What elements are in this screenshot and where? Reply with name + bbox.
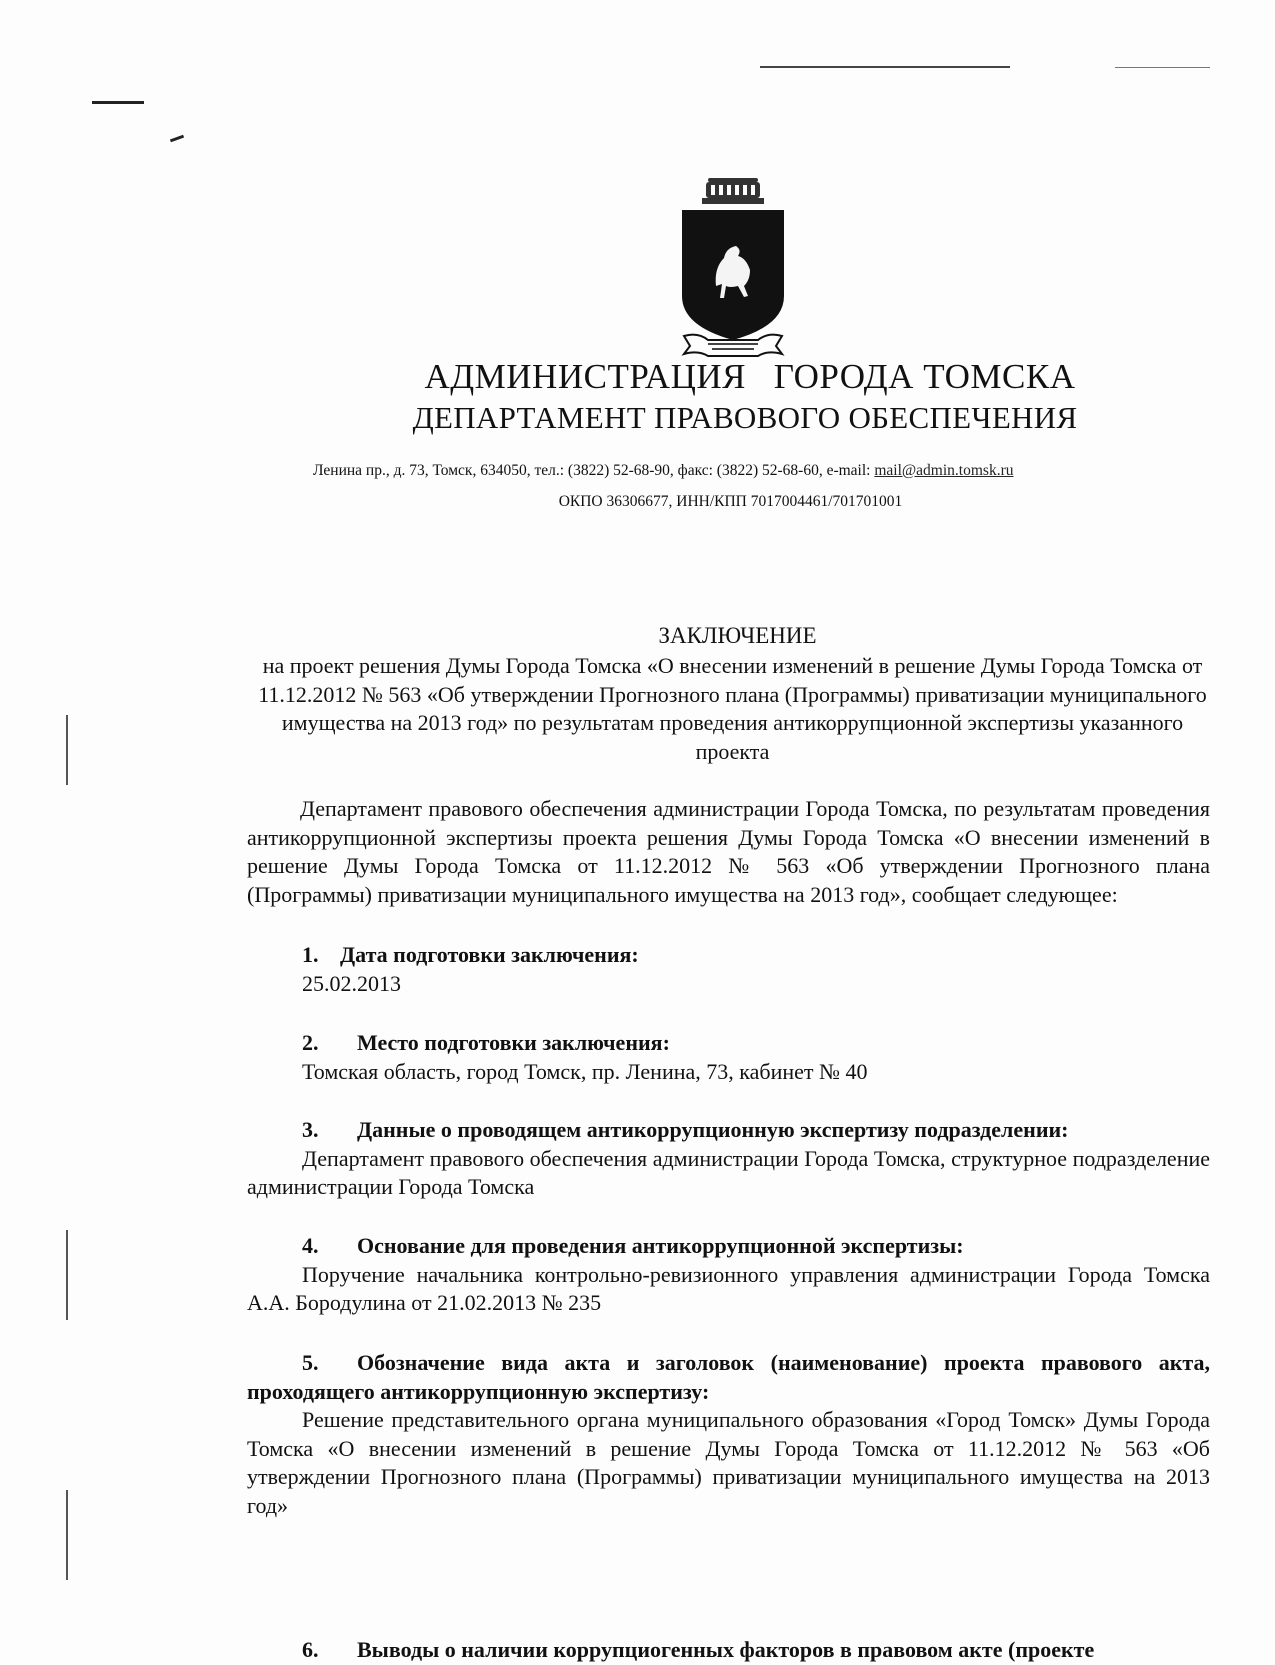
- section-heading-text: Место подготовки заключения:: [357, 1030, 670, 1055]
- section-heading: [247, 1116, 1210, 1145]
- section-text: 25.02.2013: [302, 970, 401, 996]
- section-1: [247, 941, 1210, 998]
- section-2: [247, 1029, 1210, 1086]
- scan-mark: [92, 101, 144, 104]
- section-text: Решение представительного органа муниципального образования «Город Томск» Думы Города Томска «О внесении изменений в решение Думы Города Томска от 11.12.2012 № 563 «Об утверждении Прогнозного плана (Программы) приватизации муниципального имущества на 2013 год»: [247, 1407, 1210, 1518]
- address-text: Ленина пр., д. 73, Томск, 634050, тел.: (3822) 52-68-90, факс: (3822) 52-68-60, e-mail:: [313, 462, 875, 479]
- section-number: 6.: [302, 1637, 319, 1662]
- section-number: 2.: [302, 1030, 319, 1055]
- section-number: 3.: [302, 1117, 319, 1142]
- section-number: 5.: [302, 1350, 319, 1375]
- section-5: [247, 1349, 1210, 1520]
- section-4: [247, 1232, 1210, 1318]
- section-text: Томская область, город Томск, пр. Ленина, 73, кабинет № 40: [302, 1058, 868, 1084]
- section-number: 1.: [302, 942, 319, 967]
- section-heading: [247, 1349, 1210, 1406]
- scan-mark: [1115, 67, 1210, 68]
- intro-paragraph: Департамент правового обеспечения администрации Города Томска, по результатам проведения антикоррупционной экспертизы проекта решения Думы Города Томска «О внесении изменений в решение Думы Города Томска от 11.12.2012 № 563 «Об утверждении Прогнозного плана (Программы) приватизации муниципального имущества на 2013 год», сообщает следующее:: [247, 796, 1210, 907]
- section-3: [247, 1116, 1210, 1202]
- scan-mark: [66, 715, 68, 785]
- section-heading-text: Дата подготовки заключения:: [340, 942, 639, 967]
- section-heading-text: Обозначение вида акта и заголовок (наименование) проекта правового акта, проходящего антикоррупционную экспертизу:: [247, 1350, 1210, 1404]
- contact-address: [313, 462, 1013, 480]
- section-heading: [247, 941, 1210, 970]
- document-subject: на проект решения Думы Города Томска «О внесении изменений в решение Думы Города Томска от 11.12.2012 № 563 «Об утверждении Прогнозного плана (Программы) приватизации муниципального имущества на 2013 год» по результатам проведения антикоррупционной экспертизы указанного проекта: [258, 653, 1207, 764]
- document-title: ЗАКЛЮЧЕНИЕ: [658, 623, 817, 648]
- department-title: ДЕПАРТАМЕНТ ПРАВОВОГО ОБЕСПЕЧЕНИЯ: [412, 400, 1078, 435]
- coat-of-arms-emblem: [678, 176, 788, 362]
- section-heading: [247, 1232, 1210, 1261]
- section-text: Поручение начальника контрольно-ревизионного управления администрации Города Томска А.А. Бородулина от 21.02.2013 № 235: [247, 1261, 1210, 1315]
- scan-mark: [66, 1230, 68, 1320]
- section-heading-text: Данные о проводящем антикоррупционную экспертизу подразделении:: [357, 1117, 1069, 1142]
- registration-codes: ОКПО 36306677, ИНН/КПП 7017004461/701701001: [558, 493, 903, 510]
- section-heading-text: Основание для проведения антикоррупционной экспертизы:: [357, 1233, 964, 1258]
- administration-title: АДМИНИСТРАЦИЯ ГОРОДА ТОМСКА: [424, 357, 1076, 396]
- section-heading: [247, 1029, 1210, 1058]
- scan-mark: [760, 66, 1010, 68]
- section-number: 4.: [302, 1233, 319, 1258]
- section-6: [247, 1636, 1210, 1665]
- section-heading: [247, 1636, 1210, 1665]
- scan-mark: [66, 1490, 68, 1580]
- email-link[interactable]: mail@admin.tomsk.ru: [874, 462, 1014, 479]
- section-text: Департамент правового обеспечения администрации Города Томска, структурное подразделение администрации Города Томска: [247, 1145, 1210, 1199]
- scan-mark: [170, 135, 184, 143]
- section-heading-text: Выводы о наличии коррупциогенных факторов в правовом акте (проекте: [357, 1637, 1095, 1662]
